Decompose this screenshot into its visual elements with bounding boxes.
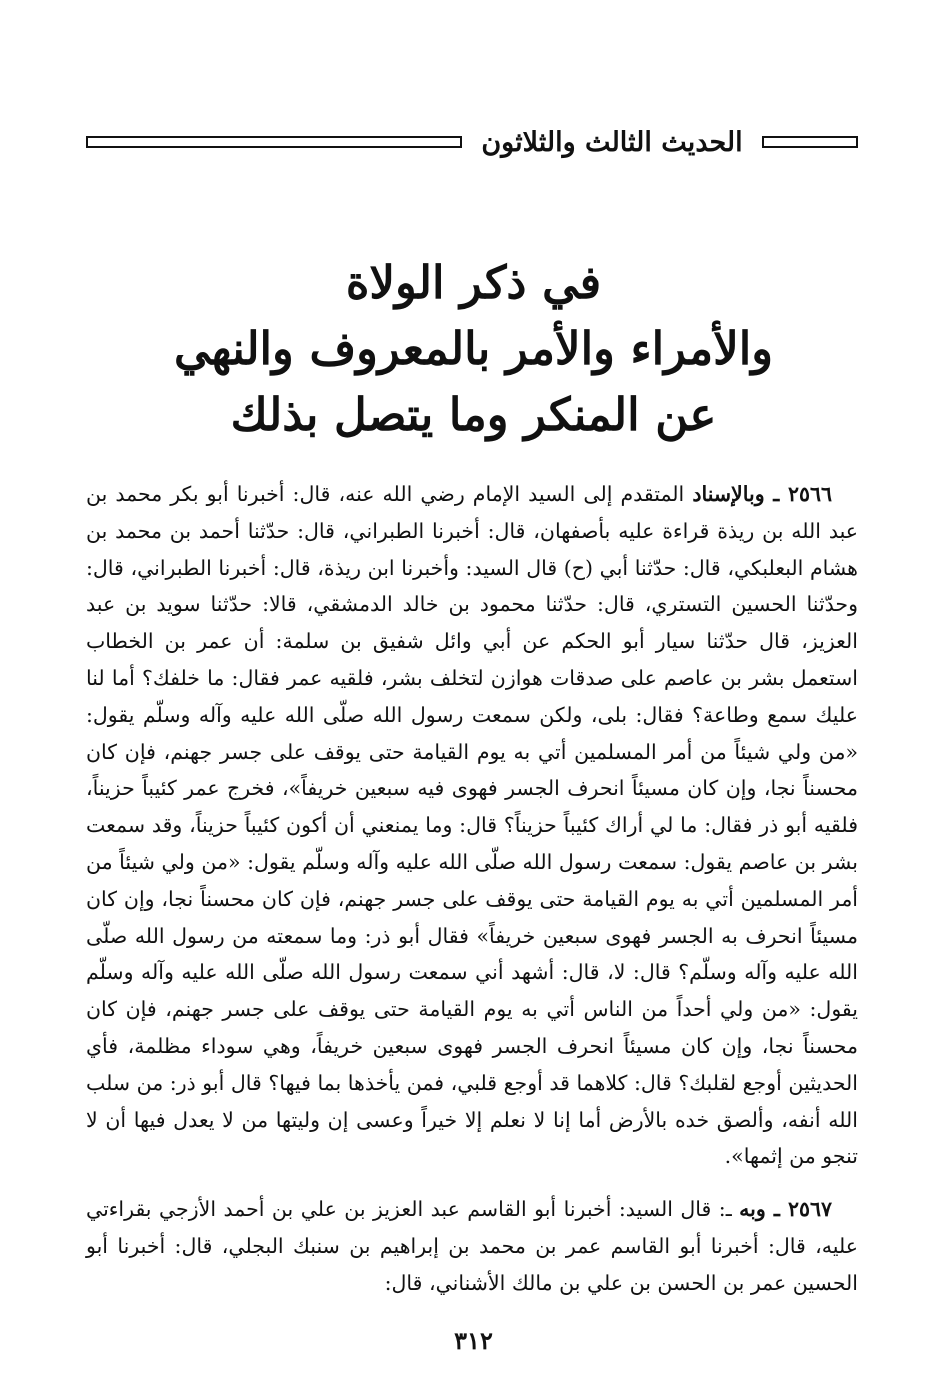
running-header-title: الحديث الثالث والثلاثون bbox=[481, 126, 743, 158]
header-rule-right bbox=[762, 136, 858, 148]
hadith-number: ٢٥٦٧ bbox=[787, 1197, 832, 1222]
hadith-dash: ـ bbox=[765, 1197, 788, 1222]
hadith-paragraph bbox=[86, 1191, 858, 1301]
chapter-title-line: عن المنكر وما يتصل بذلك bbox=[230, 388, 717, 441]
chapter-title-line: في ذكر الولاة bbox=[345, 256, 602, 309]
hadith-text: ـ: قال السيد: أخبرنا أبو القاسم عبد العزيز بن علي بن أحمد الأزجي بقراءتي عليه، قال: أخبرنا أبو القاسم عمر بن محمد بن إبراهيم بن سنبك البجلي، قال: أخبرنا أبو الحسين عمر بن الحسن بن علي بن مالك الأشناني، قال: bbox=[86, 1197, 858, 1295]
header-rule-left bbox=[86, 136, 462, 148]
chapter-title-line: والأمراء والأمر بالمعروف والنهي bbox=[174, 322, 773, 375]
chapter-title bbox=[120, 250, 827, 448]
body-text bbox=[86, 476, 858, 1302]
page-number: ٣١٢ bbox=[454, 1326, 493, 1355]
hadith-text: المتقدم إلى السيد الإمام رضي الله عنه، قال: أخبرنا أبو بكر محمد بن عبد الله بن ريذة قراءة عليه بأصفهان، قال: أخبرنا الطبراني، قال: حدّثنا أحمد بن محمد بن هشام البعلبكي، قال: حدّثنا أبي (ح) قال السيد: وأخبرنا ابن ريذة، قال: أخبرنا الطبراني، قال: وحدّثنا الحسين التستري، قال: حدّثنا محمود بن خالد الدمشقي، قالا: حدّثنا سويد بن عبد العزيز، قال حدّثنا سيار أبو الحكم عن أبي وائل شفيق بن سلمة: أن عمر بن الخطاب استعمل بشر بن عاصم على صدقات هوازن لتخلف بشر، فلقيه عمر فقال: ما خلفك؟ أما لنا عليك سمع وطاعة؟ فقال: بلى، ولكن سمعت رسول الله صلّى الله عليه وآله وسلّم يقول: «من ولي شيئاً من أمر المسلمين أتي به يوم القيامة حتى يوقف على جسر جهنم، فإن كان محسناً نجا، وإن كان مسيئاً انحرف الجسر فهوى فيه سبعين خريفاً»، فخرج عمر كئيباً حزيناً، فلقيه أبو ذر فقال: ما لي أراك كئيباً حزيناً؟ قال: وما يمنعني أن أكون كئيباً حزيناً، وقد سمعت بشر بن عاصم يقول: سمعت رسول الله صلّى الله عليه وآله وسلّم يقول: «من ولي شيئاً من أمر المسلمين أتي به يوم القيامة حتى يوقف على جسر جهنم، فإن كان محسناً نجا، وإن كان مسيئاً انحرف به الجسر فهوى سبعين خريفاً» فقال أبو ذر: وما سمعته من رسول الله صلّى الله عليه وآله وسلّم؟ قال: لا، قال: أشهد أني سمعت رسول الله صلّى الله عليه وآله وسلّم يقول: «من ولي أحداً من الناس أتي به يوم القيامة حتى يوقف على جسر جهنم، فإن كان محسناً نجا، وإن كان مسيئاً انحرف الجسر فهوى سبعين خريفاً، وهي سوداء مظلمة، فأي الحديثين أوجع لقلبك؟ قال: كلاهما قد أوجع قلبي، فمن يأخذها بما فيها؟ قال أبو ذر: من سلب الله أنفه، وألصق خده بالأرض أما إنا لا نعلم إلا خيراً وعسى إن وليتها من لا يعدل فيها أن لا تنجو من إثمها». bbox=[86, 482, 858, 1169]
hadith-lead: وبالإسناد bbox=[692, 482, 765, 506]
hadith-number: ٢٥٦٦ bbox=[787, 482, 832, 506]
hadith-paragraph bbox=[86, 476, 858, 1175]
running-header bbox=[86, 120, 858, 164]
hadith-dash: ـ bbox=[764, 482, 788, 506]
hadith-lead: وبه bbox=[739, 1197, 766, 1222]
